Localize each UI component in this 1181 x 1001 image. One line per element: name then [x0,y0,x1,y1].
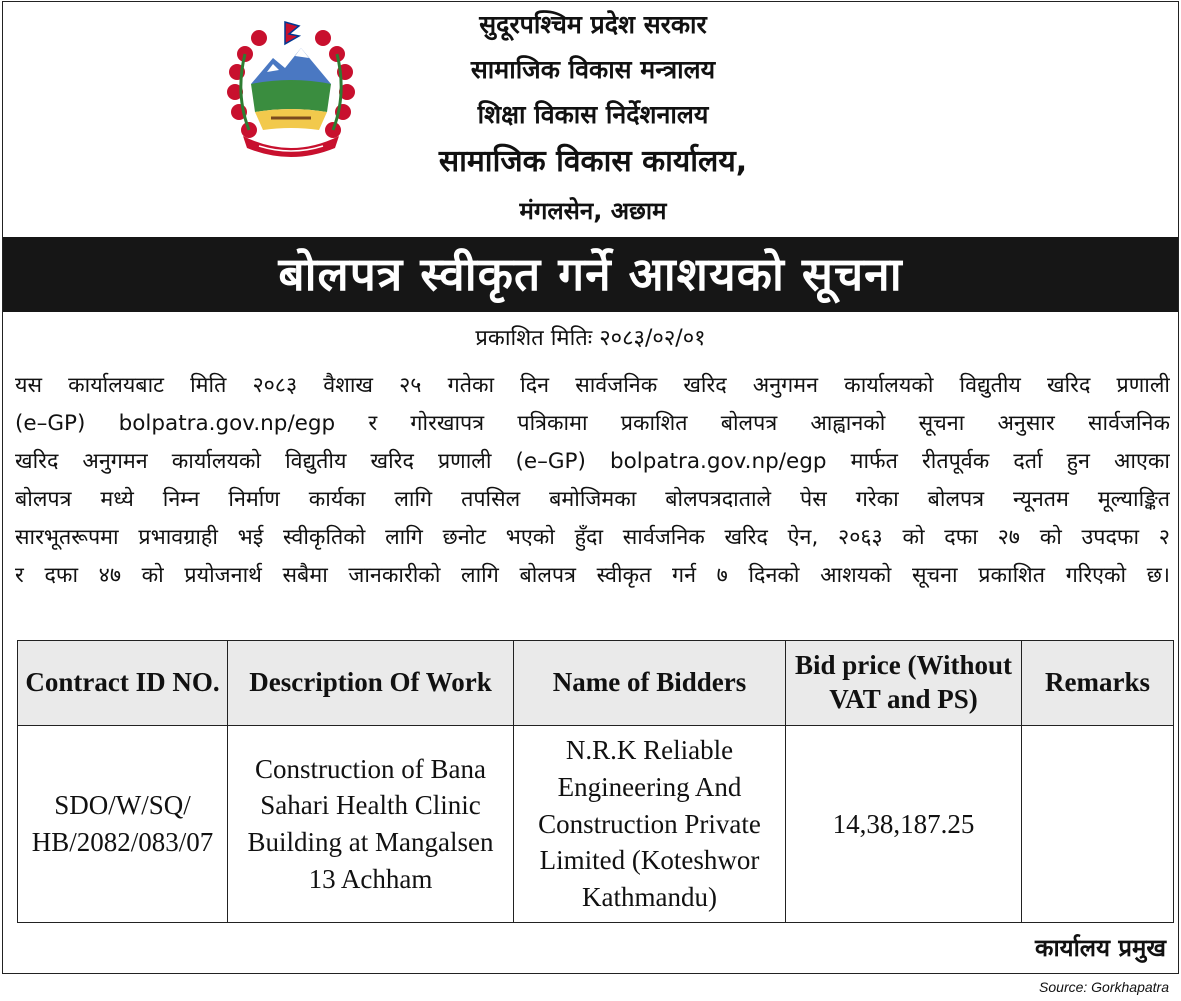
column-header-bidders: Name of Bidders [514,641,786,726]
notice-title: बोलपत्र स्वीकृत गर्ने आशयको सूचना [278,247,903,301]
header-directorate: शिक्षा विकास निर्देशनालय [477,100,709,129]
office-chief-signature: कार्यालय प्रमुख [1035,934,1166,962]
notice-title-banner [3,237,1178,312]
published-date: प्रकाशित मितिः २०८३/०२/०१ [475,326,706,351]
body-line: यस कार्यालयबाट मिति २०८३ वैशाख २५ गतेका दिन सार्वजनिक खरिद अनुगमन कार्यालयको विद्युतीय खरिद प्रणाली [15,373,1170,398]
body-line: खरिद अनुगमन कार्यालयको विद्युतीय खरिद प्रणाली (e–GP) bolpatra.gov.np/egp मार्फत रीतपूर्वक दर्ता हुन आएका [15,449,1170,474]
body-line: सारभूतरूपमा प्रभावग्राही भई स्वीकृतिको लागि छनोट भएको हुँदा सार्वजनिक खरिद ऐन, २०६३ को दफा २७ को उपदफा २ [15,525,1170,550]
header-province: सुदूरपश्चिम प्रदेश सरकार [479,10,707,39]
bid-table [17,640,1174,923]
header-location: मंगलसेन, अछाम [519,197,667,225]
column-header-description: Description Of Work [228,641,514,726]
column-header-bid-price: Bid price (Without VAT and PS) [786,641,1022,726]
cell-bidder: N.R.K Reliable Engineering And Construction Private Limited (Koteshwor Kathmandu) [514,726,786,923]
body-line: बोलपत्र मध्ये निम्न निर्माण कार्यका लागि तपसिल बमोजिमका बोलपत्रदाताले पेस गरेका बोलपत्र न्यूनतम मूल्याङ्कित [15,487,1170,512]
notice-body [15,367,1170,595]
cell-contract-id: SDO/W/SQ/ HB/2082/083/07 [18,726,228,923]
cell-description: Construction of Bana Sahari Health Clinic Building at Mangalsen 13 Achham [228,726,514,923]
body-line: र दफा ४७ को प्रयोजनार्थ सबैमा जानकारीको लागि बोलपत्र स्वीकृत गर्न ७ दिनको आशयको सूचना प्रकाशित गरिएको छ। [15,563,1170,588]
source-credit: Source: Gorkhapatra [1039,979,1169,995]
header-ministry: सामाजिक विकास मन्त्रालय [470,55,716,84]
notice-frame [2,1,1179,974]
cell-bid-price: 14,38,187.25 [786,726,1022,923]
table-header-row [18,641,1174,726]
table-row [18,726,1174,923]
column-header-remarks: Remarks [1022,641,1174,726]
body-line: (e–GP) bolpatra.gov.np/egp र गोरखापत्र पत्रिकामा प्रकाशित बोलपत्र आह्वानको सूचना अनुसार सार्वजनिक [15,411,1170,436]
header-office: सामाजिक विकास कार्यालय, [438,144,748,179]
column-header-contract-id: Contract ID NO. [18,641,228,726]
cell-remarks [1022,726,1174,923]
